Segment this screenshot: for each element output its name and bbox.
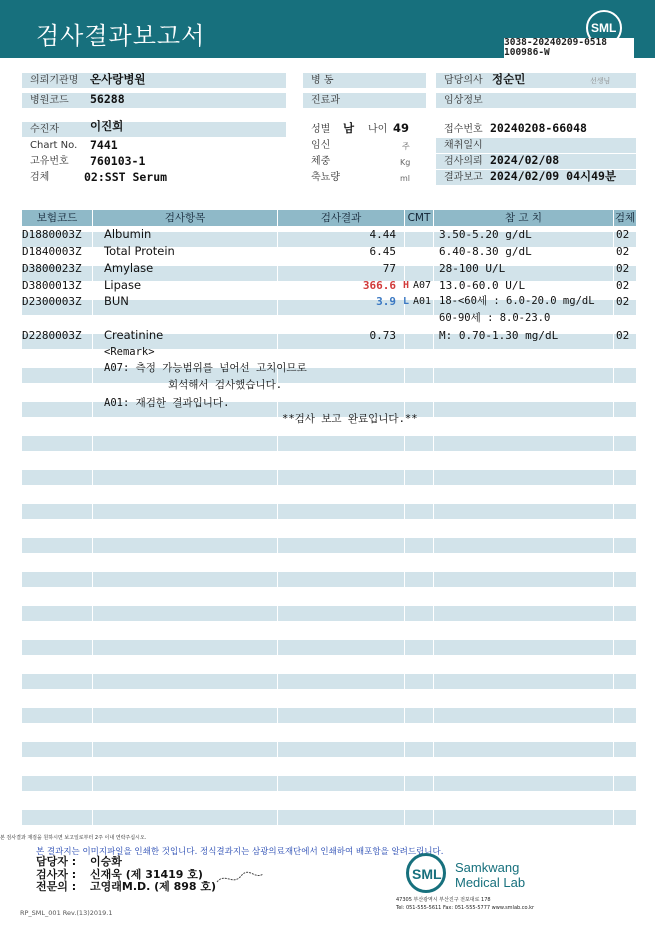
weight-unit: Kg (400, 158, 411, 167)
row-code: D1840003Z (22, 245, 82, 258)
brand-name-line2: Medical Lab (455, 875, 526, 890)
footer-small-note: 본 검사결과 재검을 원하시면 보고일로부터 2주 이내 연락주십시오. (0, 835, 147, 841)
table-stripe (22, 776, 636, 791)
sex-value: 남 (343, 121, 355, 135)
row-result: 4.44 (369, 228, 396, 241)
table-stripe (22, 742, 636, 757)
patient-value: 이진희 (90, 119, 124, 133)
row-result: 0.73 (369, 329, 396, 342)
specialist-label: 전문의 : (36, 880, 77, 893)
pregnancy-label: 임신 (311, 140, 331, 151)
form-number: RP_SML_001 Rev.(13)2019.1 (20, 909, 113, 917)
collect-label: 채취일시 (436, 138, 636, 153)
row-reference: 6.40-8.30 g/dL (439, 245, 532, 258)
brand-name-line1: Samkwang (455, 860, 520, 875)
hospital-code-label: 병원코드 (22, 93, 286, 108)
document-number-line2: 100986-W (504, 47, 550, 58)
table-stripe (22, 572, 636, 587)
row-flag-low: L (403, 296, 410, 307)
table-stripe (22, 708, 636, 723)
age-value: 49 (393, 121, 410, 135)
table-stripe (22, 810, 636, 825)
request-value: 2024/02/08 (490, 153, 560, 167)
col-header-reference: 참 고 치 (434, 210, 613, 226)
row-cmt: A01 (413, 296, 432, 307)
row-specimen: 02 (616, 245, 630, 258)
table-stripe (22, 606, 636, 621)
report-title: 검사결과보고서 (36, 22, 206, 50)
department-label: 진료과 (303, 93, 426, 108)
row-reference: 18-<60세 : 6.0-20.0 mg/dL (439, 295, 595, 307)
report-end-text: **검사 보고 완료입니다.** (282, 413, 418, 425)
chart-label: Chart No. (30, 140, 78, 151)
remark-line: 회석해서 검사했습니다. (168, 379, 283, 391)
row-item: Creatinine (104, 328, 164, 342)
row-reference: 13.0-60.0 U/L (439, 279, 526, 292)
specialist-value: 고영래M.D. (제 898 호) (90, 880, 217, 893)
row-specimen: 02 (616, 279, 630, 292)
row-item: Lipase (104, 278, 142, 292)
row-code: D3800013Z (22, 279, 82, 292)
brand-address: 47305 부산광역시 부산진구 전포대로 178 (396, 897, 491, 903)
hospital-value: 온사랑병원 (90, 72, 146, 86)
row-result: 6.45 (369, 245, 396, 258)
urine-label: 축뇨량 (311, 172, 340, 183)
col-divider (613, 210, 614, 840)
col-header-specimen: 검체 (614, 212, 636, 224)
footer-notice: 본 결과지는 이미지파일을 인쇄한 것입니다. 정식결과지는 삼광의료재단에서 인쇄하여 배포함을 알려드립니다. (36, 847, 444, 857)
row-reference: 3.50-5.20 g/dL (439, 228, 532, 241)
row-specimen: 02 (616, 262, 630, 275)
row-code: D2280003Z (22, 329, 82, 342)
id-label: 고유번호 (30, 156, 69, 167)
brand-phone: Tel: 051-555-5611 Fax: 051-555-5777 www.smlab.co.kr (396, 905, 535, 911)
doctor-label: 담당의사 (436, 73, 636, 88)
table-stripe (22, 436, 636, 451)
table-stripe (22, 470, 636, 485)
col-divider (433, 210, 434, 840)
ward-label: 병 동 (303, 73, 426, 88)
age-label: 나이 (368, 124, 388, 135)
col-header-item: 검사항목 (93, 210, 277, 226)
row-result-high: 366.6 (362, 279, 396, 292)
chart-value: 7441 (90, 138, 118, 152)
tester-value: 신재욱 (제 31419 호) (90, 868, 203, 881)
row-specimen: 02 (616, 228, 630, 241)
id-value: 760103-1 (90, 154, 146, 168)
col-header-cmt: CMT (405, 210, 433, 226)
col-header-code: 보험코드 (22, 210, 92, 226)
brand-logo-text: SML (412, 866, 442, 882)
remark-title: <Remark> (104, 346, 155, 358)
signature-icon (215, 868, 265, 888)
row-flag-high: H (403, 280, 410, 291)
hospital-label: 의뢰기관명 (22, 73, 286, 88)
col-header-result: 검사결과 (278, 210, 404, 226)
row-reference: M: 0.70-1.30 mg/dL (439, 329, 559, 342)
weight-label: 체중 (311, 156, 331, 167)
report-date-label: 결과보고 (436, 170, 636, 185)
specimen-label: 검체 (30, 172, 50, 183)
sml-brand-logo-icon (406, 853, 446, 893)
specimen-value: 02:SST Serum (84, 170, 168, 184)
sex-label: 성별 (311, 124, 331, 135)
row-item: Amylase (104, 261, 154, 275)
request-label: 검사의뢰 (436, 154, 636, 169)
row-code: D3800023Z (22, 262, 82, 275)
row-cmt: A07 (413, 280, 432, 291)
clinical-info-label: 임상정보 (436, 93, 636, 108)
remark-line: A07: 측정 가능범위를 넘어선 고치이므로 (104, 362, 307, 374)
col-divider (92, 210, 93, 840)
urine-unit: ml (400, 174, 411, 183)
row-code: D2300003Z (22, 295, 82, 308)
remark-line: A01: 재검한 결과입니다. (104, 397, 230, 409)
report-date-value: 2024/02/09 04시49분 (490, 169, 617, 183)
manager-label: 담당자 : (36, 855, 77, 868)
row-result: 77 (382, 262, 396, 275)
patient-label: 수진자 (22, 122, 286, 137)
hospital-code-value: 56288 (90, 92, 125, 106)
table-stripe (22, 538, 636, 553)
row-reference: 60-90세 : 8.0-23.0 (439, 312, 551, 324)
doctor-suffix: 선생님 (590, 77, 611, 85)
table-stripe (22, 504, 636, 519)
row-reference: 28-100 U/L (439, 262, 506, 275)
row-item: BUN (104, 294, 129, 308)
receipt-value: 20240208-66048 (490, 121, 587, 135)
pregnancy-unit: 주 (402, 142, 410, 151)
row-item: Total Protein (104, 244, 175, 258)
doctor-value: 정순민 (492, 72, 526, 86)
document-number-line1: 3038-20240209-0518 (504, 37, 607, 48)
sml-logo-text: SML (591, 21, 617, 35)
manager-value: 이승화 (90, 855, 122, 868)
row-result-low: 3.9 (376, 295, 396, 308)
receipt-label: 접수번호 (444, 124, 483, 135)
brand-name (455, 860, 525, 890)
row-specimen: 02 (616, 295, 630, 308)
row-specimen: 02 (616, 329, 630, 342)
row-item: Albumin (104, 227, 152, 241)
tester-label: 검사자 : (36, 868, 77, 881)
table-stripe (22, 674, 636, 689)
document-number (504, 38, 634, 60)
row-code: D1880003Z (22, 228, 82, 241)
table-stripe (22, 640, 636, 655)
